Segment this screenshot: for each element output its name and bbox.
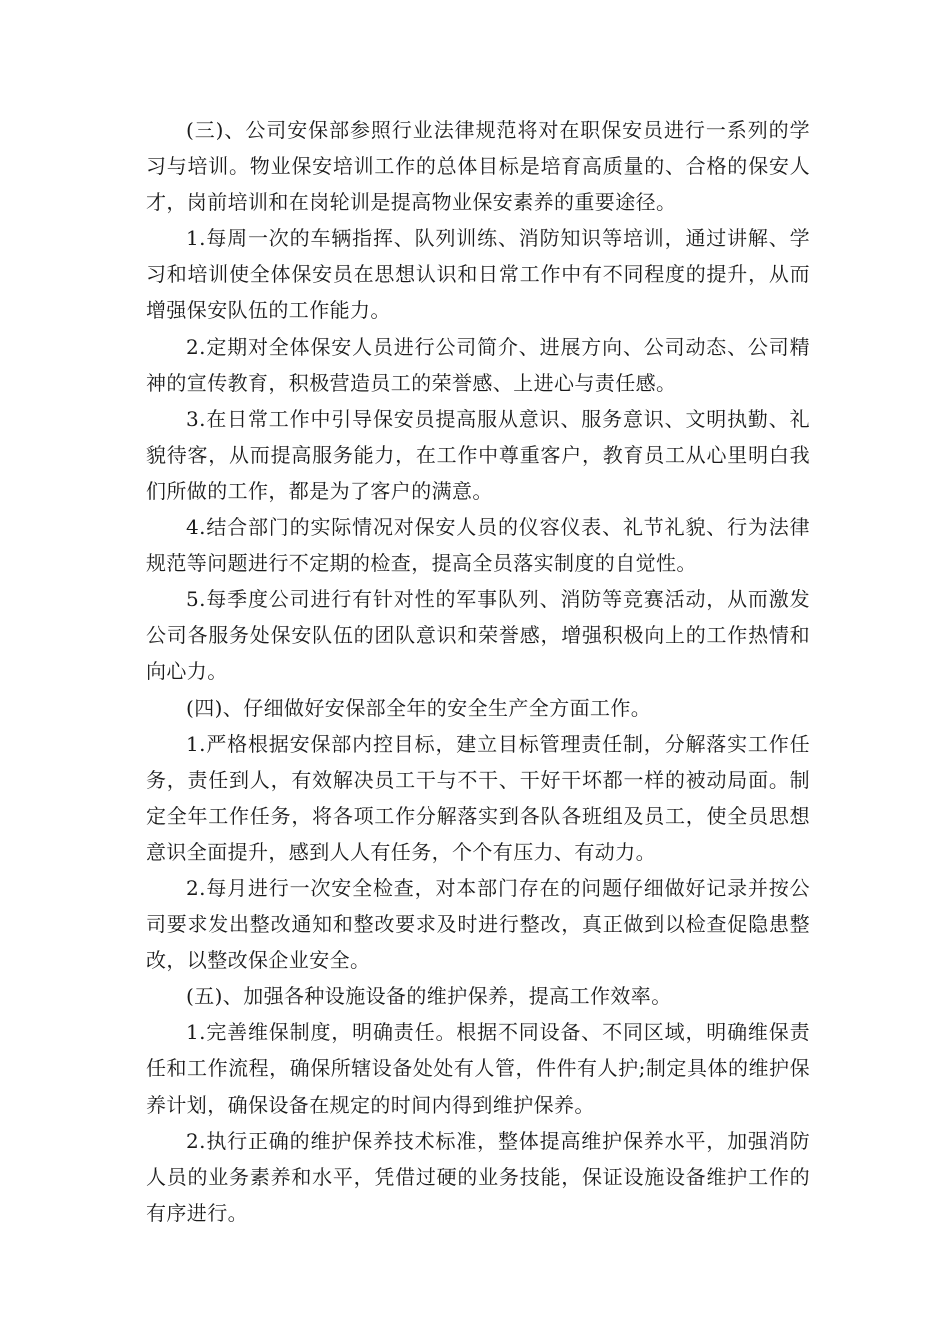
paragraph-3-5: 5.每季度公司进行有针对性的军事队列、消防等竞赛活动，从而激发公司各服务处保安队伍的团队意识和荣誉感，增强积极向上的工作热情和向心力。 [146,587,810,684]
paragraph-section-4-heading: (四)、仔细做好安保部全年的安全生产全方面工作。 [186,695,652,720]
paragraph-5-1: 1.完善维保制度，明确责任。根据不同设备、不同区域，明确维保责任和工作流程，确保所辖设备处处有人管，件件有人护;制定具体的维护保养计划，确保设备在规定的时间内得到维护保养。 [146,1020,810,1117]
paragraph-3-1: 1.每周一次的车辆指挥、队列训练、消防知识等培训，通过讲解、学习和培训使全体保安员在思想认识和日常工作中有不同程度的提升，从而增强保安队伍的工作能力。 [146,226,810,323]
paragraph-4-2: 2.每月进行一次安全检查，对本部门存在的问题仔细做好记录并按公司要求发出整改通知和整改要求及时进行整改，真正做到以检查促隐患整改，以整改保企业安全。 [146,875,810,973]
paragraph-3-3: 3.在日常工作中引导保安员提高服从意识、服务意识、文明执勤、礼貌待客，从而提高服务能力，在工作中尊重客户，教育员工从心里明白我们所做的工作，都是为了客户的满意。 [146,406,810,503]
paragraph-3-4: 4.结合部门的实际情况对保安人员的仪容仪表、礼节礼貌、行为法律规范等问题进行不定期的检查，提高全员落实制度的自觉性。 [146,515,810,576]
paragraph-3-2: 2.定期对全体保安人员进行公司简介、进展方向、公司动态、公司精神的宣传教育，积极营造员工的荣誉感、上进心与责任感。 [146,334,810,395]
paragraph-5-2: 2.执行正确的维护保养技术标准，整体提高维护保养水平，加强消防人员的业务素养和水平，凭借过硬的业务技能，保证设施设备维护工作的有序进行。 [146,1128,810,1225]
paragraph-section-5-heading: (五)、加强各种设施设备的维护保养，提高工作效率。 [186,984,672,1009]
paragraph-section-3-intro: (三)、公司安保部参照行业法律规范将对在职保安员进行一系列的学习与培训。物业保安培训工作的总体目标是培育高质量的、合格的保安人才，岗前培训和在岗轮训是提高物业保安素养的重要途径。 [146,118,810,215]
paragraph-4-1: 1.严格根据安保部内控目标，建立目标管理责任制，分解落实工作任务，责任到人，有效解决员工干与不干、干好干坏都一样的被动局面。制定全年工作任务，将各项工作分解落实到各队各班组及员工，使全员思想意识全面提升，感到人人有任务，个个有压力、有动力。 [146,731,810,864]
document-body [146,112,810,1231]
